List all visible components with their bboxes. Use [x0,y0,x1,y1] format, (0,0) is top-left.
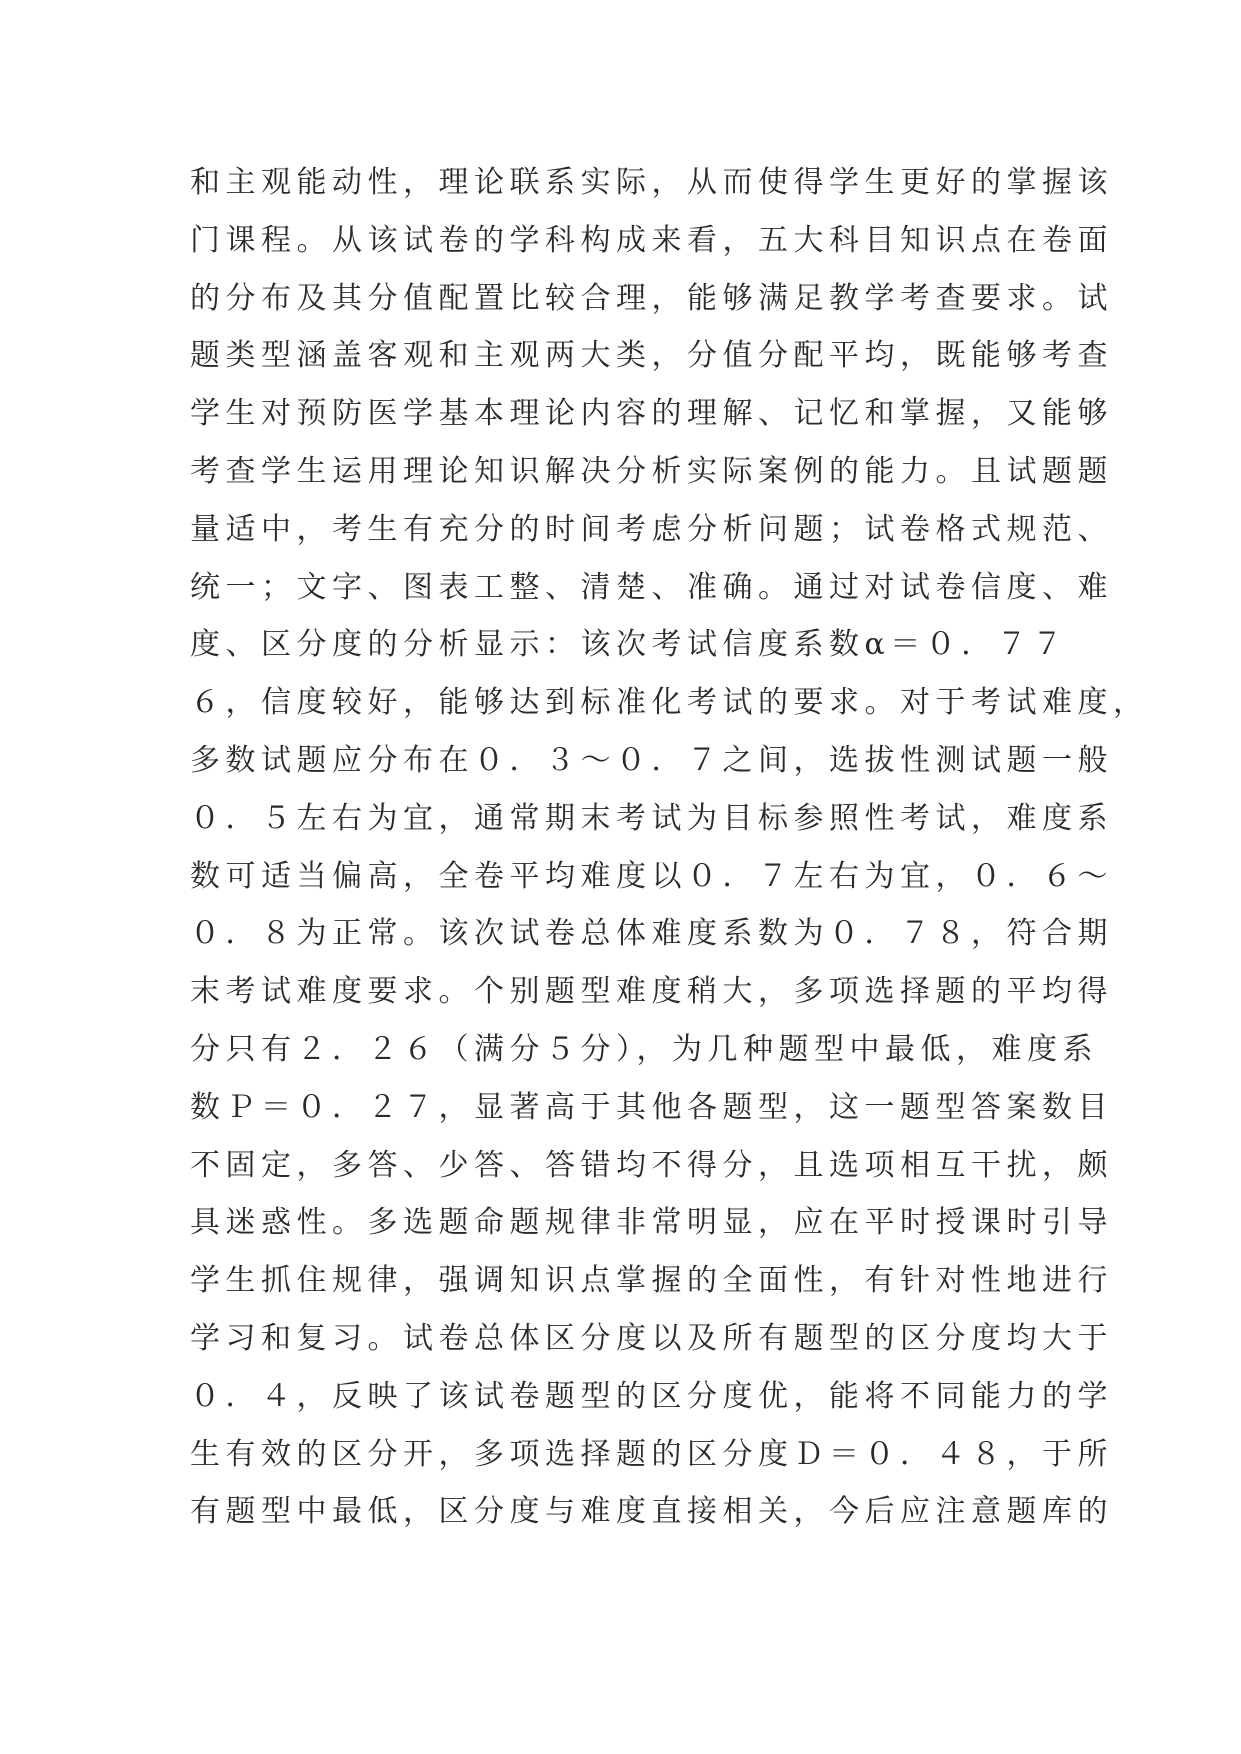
text-line: 学生抓住规律，强调知识点掌握的全面性，有针对性地进行 [190,1263,1113,1299]
text-line: 分只有２．２６（满分５分），为几种题型中最低，难度系 [190,1031,1098,1067]
text-line: ０．４，反映了该试卷题型的区分度优，能将不同能力的学 [190,1378,1113,1414]
text-line: 不固定，多答、少答、答错均不得分，且选项相互干扰，颇 [190,1147,1113,1183]
text-line: 学习和复习。试卷总体区分度以及所有题型的区分度均大于 [190,1320,1113,1356]
text-line: 学生对预防医学基本理论内容的理解、记忆和掌握，又能够 [190,396,1113,432]
text-line: ０．８为正常。该次试卷总体难度系数为０．７８，符合期 [190,916,1113,952]
text-line: 和主观能动性，理论联系实际，从而使得学生更好的掌握该 [190,165,1113,200]
text-line: 统一；文字、图表工整、清楚、准确。通过对试卷信度、难 [190,569,1113,605]
text-line: 末考试难度要求。个别题型难度稍大，多项选择题的平均得 [190,974,1113,1010]
text-line: ６，信度较好，能够达到标准化考试的要求。对于考试难度， [190,685,1149,721]
text-line: 量适中，考生有充分的时间考虑分析问题；试卷格式规范、 [190,511,1113,547]
text-line: 门课程。从该试卷的学科构成来看，五大科目知识点在卷面 [190,222,1113,258]
text-line: 数可适当偏高，全卷平均难度以０．７左右为宜，０．６～ [190,858,1113,894]
text-line: 考查学生运用理论知识解决分析实际案例的能力。且试题题 [190,453,1113,489]
text-line: 有题型中最低，区分度与难度直接相关，今后应注意题库的 [190,1494,1113,1530]
text-line: 生有效的区分开，多项选择题的区分度Ｄ＝０．４８，于所 [190,1436,1113,1472]
text-line: 多数试题应分布在０．３～０．７之间，选拔性测试题一般 [190,742,1113,778]
text-line: 题类型涵盖客观和主观两大类，分值分配平均，既能够考查 [190,338,1113,374]
text-line: ０．５左右为宜，通常期末考试为目标参照性考试，难度系 [190,800,1113,836]
text-line: 数Ｐ＝０．２７，显著高于其他各题型，这一题型答案数目 [190,1089,1113,1125]
body-text [190,154,1149,1541]
text-line: 的分布及其分值配置比较合理，能够满足教学考查要求。试 [190,280,1113,316]
text-line: 度、区分度的分析显示：该次考试信度系数α＝０．７７ [190,627,1068,663]
text-line: 具迷惑性。多选题命题规律非常明显，应在平时授课时引导 [190,1205,1113,1241]
